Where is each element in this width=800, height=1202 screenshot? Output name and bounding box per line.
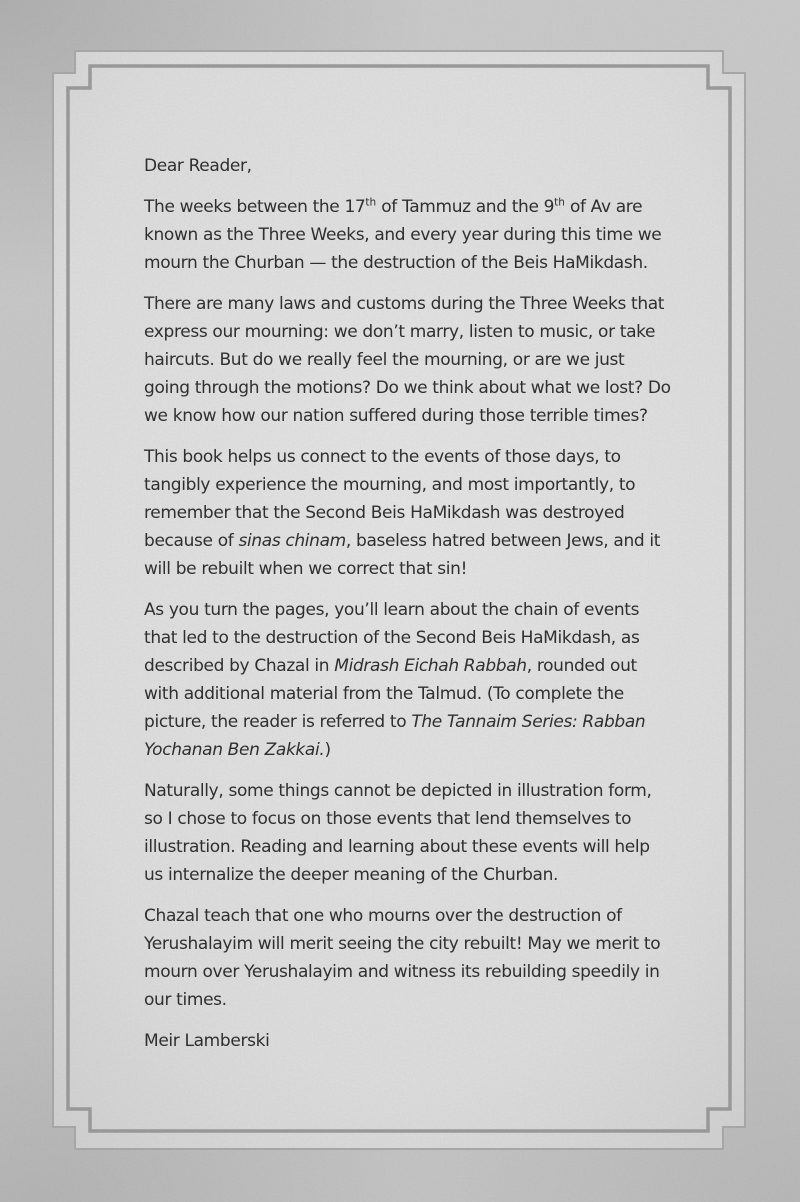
letter-content	[144, 152, 672, 1055]
letter-paragraphs	[144, 193, 672, 1014]
letter-paragraph: There are many laws and customs during the Three Weeks that express our mourning: we don’t marry, listen to music, or take haircuts. But do we really feel the mourning, or are we just going through the motions? Do we think about what we lost? Do we know how our nation suffered during those terrible times?	[144, 294, 671, 426]
letter-salutation: Dear Reader,	[144, 156, 252, 176]
letter-paragraph: Naturally, some things cannot be depicted in illustration form, so I chose to focus on those events that lend themselves to illustration. Reading and learning about these events will help us internalize the deeper meaning of the Churban.	[144, 781, 652, 885]
letter-paragraph: This book helps us connect to the events of those days, to tangibly experience the mourning, and most importantly, to remember that the Second Beis HaMikdash was destroyed because of sinas chinam, baseless hatred between Jews, and it will be rebuilt when we correct that sin!	[144, 447, 661, 579]
letter-signature: Meir Lamberski	[144, 1031, 270, 1051]
letter-paragraph: Chazal teach that one who mourns over the destruction of Yerushalayim will merit seeing the city rebuilt! May we merit to mourn over Yerushalayim and witness its rebuilding speedily in our times.	[144, 906, 661, 1010]
letter-paragraph: The weeks between the 17th of Tammuz and the 9th of Av are known as the Three Weeks, and every year during this time we mourn the Churban — the destruction of the Beis HaMikdash.	[144, 196, 662, 273]
letter-paragraph: As you turn the pages, you’ll learn about the chain of events that led to the destruction of the Second Beis HaMikdash, as described by Chazal in Midrash Eichah Rabbah, rounded out with additional material from the Talmud. (To complete the picture, the reader is referred to The Tannaim Series: Rabban Yochanan Ben Zakkai.)	[144, 600, 646, 760]
